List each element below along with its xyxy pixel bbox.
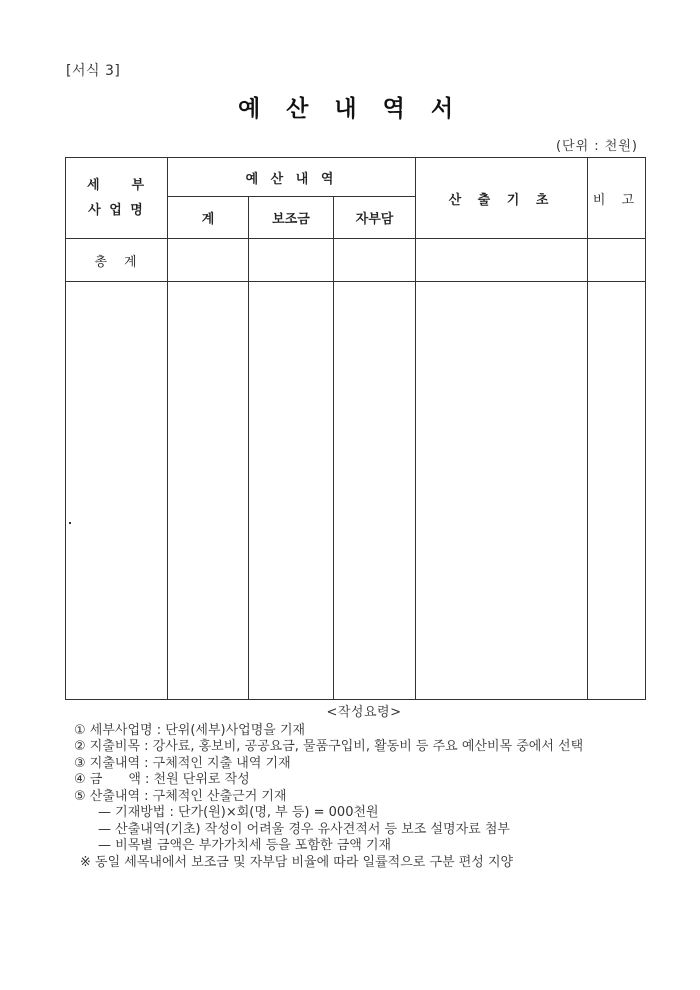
bullet-dot [69, 522, 71, 524]
subsidy-cell[interactable] [249, 282, 334, 700]
guide-item-4: ④ 금 액 : 천원 단위로 작성 [74, 772, 250, 787]
detail-project-cell[interactable] [66, 282, 168, 700]
grand-total-remarks-cell[interactable] [588, 239, 646, 282]
header-total: 계 [168, 197, 249, 239]
header-remarks: 비 고 [588, 158, 646, 239]
total-cell[interactable] [168, 282, 249, 700]
self-burden-cell[interactable] [334, 282, 416, 700]
guide-subitem-3: — 비목별 금액은 부가가치세 등을 포함한 금액 기재 [98, 838, 392, 853]
writing-guide [74, 705, 664, 871]
header-budget-details: 예 산 내 역 [168, 158, 416, 197]
guide-item-1: ① 세부사업명 : 단위(세부)사업명을 기재 [74, 722, 306, 738]
guide-subitem-2: — 산출내역(기초) 작성이 어려울 경우 유사견적서 등 보조 설명자료 첨부 [98, 821, 510, 837]
grand-total-basis-cell[interactable] [416, 239, 588, 282]
calculation-basis-cell[interactable] [416, 282, 588, 700]
remarks-cell[interactable] [588, 282, 646, 700]
table-row-grand-total [66, 239, 646, 282]
header-detail-project-line1: 세 부 [86, 178, 147, 193]
guide-title: <작성요령> [326, 705, 402, 720]
grand-total-label: 총 계 [66, 239, 168, 282]
document-title: 예 산 내 역 서 [237, 95, 463, 122]
grand-total-self-cell[interactable] [334, 239, 416, 282]
guide-note: ※ 동일 세목내에서 보조금 및 자부담 비율에 따라 일률적으로 구분 편성 지양 [80, 854, 514, 870]
header-calculation-basis: 산 출 기 초 [416, 158, 588, 239]
header-detail-project [66, 158, 168, 239]
guide-subitem-1: — 기재방법 : 단가(원)×회(명, 부 등) = 000천원 [98, 805, 379, 820]
header-self-burden: 자부담 [334, 197, 416, 239]
guide-item-3: ③ 지출내역 : 구체적인 지출 내역 기재 [74, 755, 291, 771]
header-detail-project-line2: 사 업 명 [88, 203, 145, 218]
grand-total-subsidy-cell[interactable] [249, 239, 334, 282]
grand-total-total-cell[interactable] [168, 239, 249, 282]
unit-label: (단위 : 천원) [555, 139, 638, 154]
budget-table [65, 157, 646, 700]
table-header-row [66, 158, 646, 197]
header-subsidy: 보조금 [249, 197, 334, 239]
guide-item-2: ② 지출비목 : 강사료, 홍보비, 공공요금, 물품구입비, 활동비 등 주요 예산비목 중에서 선택 [74, 739, 584, 754]
table-row [66, 282, 646, 700]
guide-item-5: ⑤ 산출내역 : 구체적인 산출근거 기재 [74, 788, 287, 804]
form-number-label: [서식 3] [66, 63, 121, 79]
